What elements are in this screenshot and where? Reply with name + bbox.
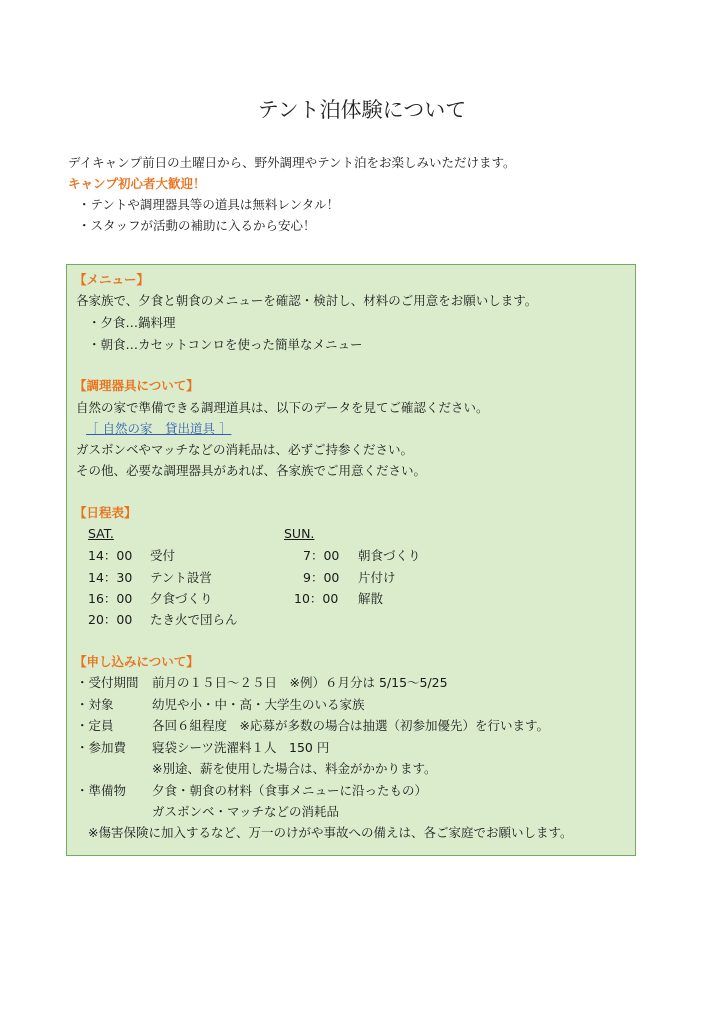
apply-heading: 【申し込みについて】: [74, 654, 199, 669]
schedule-time: 7：00: [303, 548, 340, 563]
schedule-heading: 【日程表】: [74, 505, 137, 520]
apply-label: ・準備物: [76, 783, 127, 798]
apply-note: ※傷害保険に加入するなど、万一のけがや事故への備えは、各ご家庭でお願いします。: [88, 825, 573, 840]
schedule-time: 20：00: [88, 612, 133, 627]
apply-label: ・対象: [76, 697, 114, 712]
intro-text: デイキャンプ前日の土曜日から、野外調理やテント泊をお楽しみいただけます。: [68, 155, 516, 170]
apply-value: 各回６組程度 ※応募が多数の場合は抽選（初参加優先）を行います。: [152, 718, 549, 733]
schedule-sat-label: SAT.: [88, 526, 114, 541]
schedule-event: テント設営: [150, 570, 212, 585]
apply-label: ・定員: [76, 718, 114, 733]
intro-bullet: ・スタッフが活動の補助に入るから安心！: [78, 218, 316, 233]
schedule-time: 14：00: [88, 548, 133, 563]
schedule-event: 解散: [358, 591, 384, 606]
schedule-event: 片付け: [358, 570, 396, 585]
page-title: テント泊体験について: [257, 98, 467, 122]
menu-text: 各家族で、夕食と朝食のメニューを確認・検討し、材料のご用意をお願いします。: [76, 293, 538, 308]
apply-value: 寝袋シーツ洗濯料１人 150 円: [152, 740, 330, 755]
equipment-link[interactable]: ［ 自然の家 貸出道具 ］: [86, 421, 232, 436]
apply-value: 幼児や小・中・高・大学生のいる家族: [152, 697, 365, 712]
schedule-sun-label: SUN.: [284, 526, 315, 541]
menu-item: ・朝食…カセットコンロを使った簡単なメニュー: [88, 337, 363, 352]
schedule-time: 10：00: [294, 591, 339, 606]
intro-highlight: キャンプ初心者大歓迎！: [68, 176, 206, 191]
schedule-event: 受付: [150, 548, 176, 563]
schedule-event: 夕食づくり: [150, 591, 213, 606]
equipment-text: 自然の家で準備できる調理道具は、以下のデータを見てご確認ください。: [76, 400, 489, 415]
equipment-line: その他、必要な調理器具があれば、各家族でご用意ください。: [76, 463, 427, 478]
schedule-time: 9：00: [303, 570, 340, 585]
schedule-time: 16：00: [88, 591, 133, 606]
schedule-event: たき火で団らん: [150, 612, 238, 627]
apply-value: 前月の１５日～２５日 ※例）６月分は 5/15～5/25: [152, 675, 448, 690]
equipment-heading: 【調理器具について】: [74, 378, 199, 393]
equipment-line: ガスボンベやマッチなどの消耗品は、必ずご持参ください。: [76, 442, 414, 457]
apply-value: ※別途、薪を使用した場合は、料金がかかります。: [152, 761, 437, 776]
apply-label: ・受付期間: [76, 675, 139, 690]
menu-heading: 【メニュー】: [74, 272, 150, 287]
schedule-time: 14：30: [88, 570, 133, 585]
apply-value: 夕食・朝食の材料（食事メニューに沿ったもの）: [152, 783, 428, 798]
apply-label: ・参加費: [76, 740, 127, 755]
schedule-event: 朝食づくり: [358, 548, 421, 563]
apply-value: ガスボンベ・マッチなどの消耗品: [152, 804, 340, 819]
intro-bullet: ・テントや調理器具等の道具は無料レンタル！: [78, 197, 340, 212]
menu-item: ・夕食…鍋料理: [88, 315, 176, 330]
